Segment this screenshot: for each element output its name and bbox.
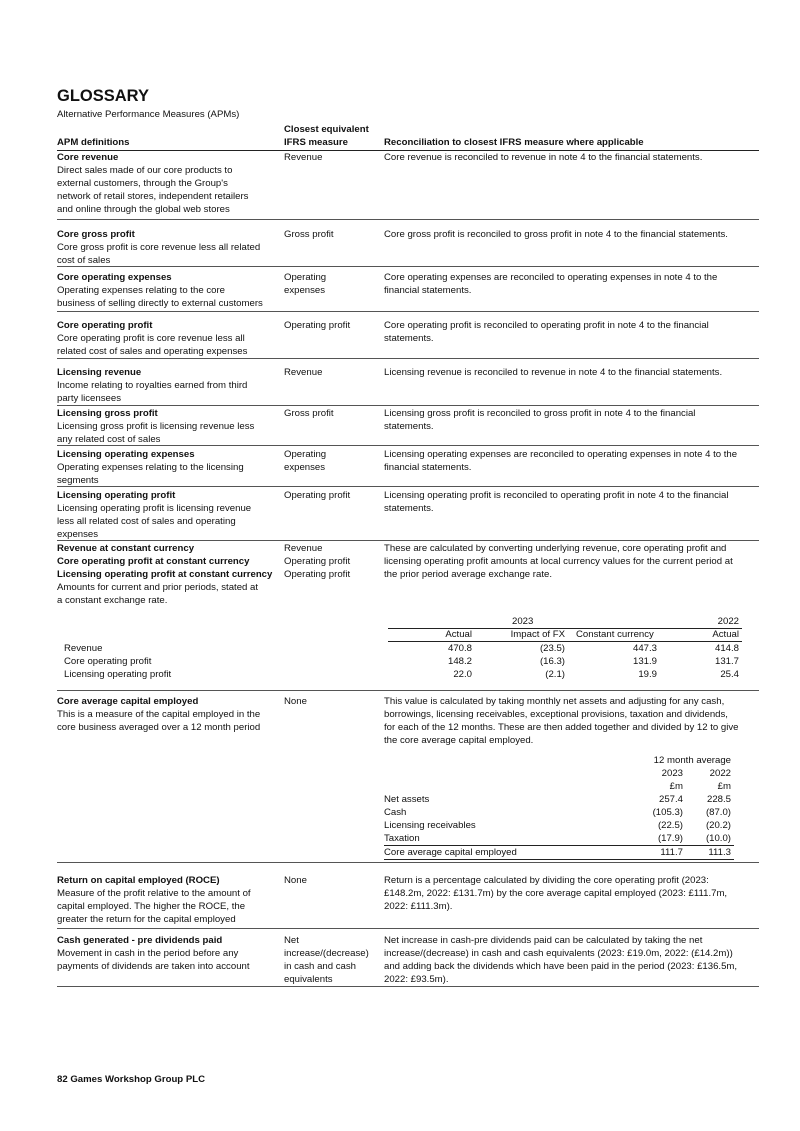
apm-name: Cash generated - pre dividends paid xyxy=(57,935,223,946)
table-cell: 470.8 xyxy=(447,643,472,654)
reconciliation-text: Licensing operating profit is reconciled to operating profit in note 4 to the financial xyxy=(384,490,729,501)
col-header: Impact of FX xyxy=(510,629,565,640)
table-row-label: Taxation xyxy=(384,833,420,844)
unit-label: £m xyxy=(669,781,683,792)
table-cell: (17.9) xyxy=(657,833,683,844)
table-row-label: Licensing operating profit xyxy=(64,669,172,680)
ifrs-measure: Operating profit xyxy=(284,490,351,501)
ifrs-measure: Operating xyxy=(284,272,327,283)
apm-row-core-gross-profit: Core gross profit Core gross profit is core revenue less all related cost of sales Gross profit Core gross profit is reconciled to gross profit in note 4 to the financial statements. xyxy=(57,228,759,267)
reconciliation-text: This value is calculated by taking monthly net assets and adjusting for any cash, xyxy=(384,696,725,707)
table-cell: (2.1) xyxy=(545,669,565,680)
table-cell: 228.5 xyxy=(706,794,731,805)
table-cell: 25.4 xyxy=(720,669,739,680)
apm-row-core-operating-expenses: Core operating expenses Operating expenses relating to the core business of selling directly to external customers Operating expenses Core operating expenses are reconciled to operating expenses in note 4 to the financial statements. xyxy=(57,271,759,312)
table-cell: 131.9 xyxy=(632,656,657,667)
table-cell: (22.5) xyxy=(657,820,683,831)
table-row-label: Net assets xyxy=(384,794,430,805)
table-row-label: Revenue xyxy=(64,643,103,654)
table-cell: (10.0) xyxy=(705,833,731,844)
table-cell: 22.0 xyxy=(453,669,472,680)
reconciliation-text: Licensing revenue is reconciled to revenue in note 4 to the financial statements. xyxy=(384,367,723,378)
apm-row-licensing-operating-expenses: Licensing operating expenses Operating expenses relating to the licensing segments Operating expenses Licensing operating expenses are reconciled to operating expenses in note 4 to the financial statements. xyxy=(57,448,759,487)
ifrs-measure: Net xyxy=(284,935,299,946)
apm-name: Core operating profit xyxy=(57,320,153,331)
table-cell: 447.3 xyxy=(632,643,657,654)
table-cell: (105.3) xyxy=(652,807,683,818)
ifrs-measure: Operating xyxy=(284,449,327,460)
header-apm-definitions: APM definitions xyxy=(57,137,130,148)
page-subtitle: Alternative Performance Measures (APMs) xyxy=(57,109,240,120)
apm-name: Licensing operating expenses xyxy=(57,449,195,460)
table-cell: 257.4 xyxy=(658,794,683,805)
ifrs-measure: None xyxy=(284,875,307,886)
col-header: 2023 xyxy=(661,768,683,779)
apm-name: Core revenue xyxy=(57,152,119,163)
table-row-label: Cash xyxy=(384,807,407,818)
header-ifrs-measure: Closest equivalent IFRS measure xyxy=(284,124,369,148)
ifrs-measure: Gross profit xyxy=(284,408,334,419)
ifrs-measure: Revenue xyxy=(284,543,323,554)
col-header: Constant currency xyxy=(576,629,654,640)
page-footer: 82 Games Workshop Group PLC xyxy=(57,1074,206,1085)
apm-row-licensing-gross-profit: Licensing gross profit Licensing gross profit is licensing revenue less any related cost of sales Gross profit Licensing gross profit is reconciled to gross profit in note 4 to the financial statements. xyxy=(57,407,759,446)
ifrs-measure: Operating profit xyxy=(284,556,351,567)
col-header: Actual xyxy=(445,629,472,640)
apm-row-licensing-operating-profit: Licensing operating profit Licensing operating profit is licensing revenue less all related cost of sales and operating expenses Operating profit Licensing operating profit is reconciled to operating profit in note 4 to the financial statements. xyxy=(57,489,759,541)
reconciliation-text: Return is a percentage calculated by dividing the core operating profit (2023: xyxy=(384,875,709,886)
header-reconciliation: Reconciliation to closest IFRS measure where applicable xyxy=(384,137,644,148)
reconciliation-text: These are calculated by converting underlying revenue, core operating profit and xyxy=(384,543,727,554)
apm-name: Revenue at constant currency xyxy=(57,543,195,554)
unit-label: £m xyxy=(717,781,731,792)
apm-name: Licensing gross profit xyxy=(57,408,158,419)
apm-row-constant-currency: Revenue at constant currency Core operating profit at constant currency Licensing operating profit at constant currency Amounts for current and prior periods, stated at a constant exchange rate. Revenue Operating profit Operating profit These are calculated by converting underlying revenue, core operating profit and licensing operating profit amounts at local currency values for the current period at the prior period average exchange rate. 2023 2022 Actual Impact of FX Constant currency Actual Revenue 470.8 (23.5) 447.3 414.8 Core operating profit 148.2 (16.3) 131.9 131.7 Licensing operating profit 22.0 (2.1) 19.9 25.4 xyxy=(57,542,759,691)
ifrs-measure: Operating profit xyxy=(284,569,351,580)
page-title: GLOSSARY xyxy=(57,87,149,105)
table-caption: 12 month average xyxy=(653,755,731,766)
reconciliation-text: Core gross profit is reconciled to gross profit in note 4 to the financial statements. xyxy=(384,229,728,240)
reconciliation-text: Core revenue is reconciled to revenue in note 4 to the financial statements. xyxy=(384,152,703,163)
year-2023-label: 2023 xyxy=(512,616,534,627)
ifrs-measure: Gross profit xyxy=(284,229,334,240)
table-cell: (87.0) xyxy=(705,807,731,818)
apm-row-core-revenue: Core revenue Direct sales made of our core products to external customers, through the Group's network of retail stores, independent retailers and online through the global web stores Revenue Core revenue is reconciled to revenue in note 4 to the financial statements. xyxy=(57,151,759,220)
ifrs-measure: Revenue xyxy=(284,152,323,163)
reconciliation-text: Licensing operating expenses are reconciled to operating expenses in note 4 to the xyxy=(384,449,738,460)
total-rule xyxy=(384,859,734,860)
apm-name: Core operating expenses xyxy=(57,272,172,283)
table-cell: 19.9 xyxy=(638,669,657,680)
apm-name: Core gross profit xyxy=(57,229,135,240)
table-cell: (20.2) xyxy=(705,820,731,831)
apm-row-core-operating-profit: Core operating profit Core operating profit is core revenue less all related cost of sales and operating expenses Operating profit Core operating profit is reconciled to operating profit in note 4 to the financial statements. xyxy=(57,319,759,359)
apm-name: Core average capital employed xyxy=(57,696,199,707)
ifrs-measure: Operating profit xyxy=(284,320,351,331)
table-total-label: Core average capital employed xyxy=(384,847,517,858)
table-total-cell: 111.7 xyxy=(660,847,683,858)
reconciliation-text: Core operating expenses are reconciled to operating expenses in note 4 to the xyxy=(384,272,718,283)
year-2022-label: 2022 xyxy=(717,616,739,627)
apm-name: Core operating profit at constant currency xyxy=(57,556,250,567)
table-cell: (23.5) xyxy=(539,643,565,654)
col-header: 2022 xyxy=(709,768,731,779)
table-cell: 131.7 xyxy=(714,656,739,667)
table-cell: (16.3) xyxy=(539,656,565,667)
table-cell: 148.2 xyxy=(447,656,472,667)
apm-row-core-average-capital-employed: Core average capital employed This is a measure of the capital employed in the core business averaged over a 12 month period None This value is calculated by taking monthly net assets and adjusting for any cash, borrowings, licensing receivables, exceptional provisions, taxation and dividends, for each of the 12 months. These are then added together and divided by 12 to give the core average capital employed. 12 month average 2023 2022 £m £m Net assets 257.4 228.5 Cash (105.3) (87.0) Licensing receivables (22.5) (20.2) Taxation (17.9) (10.0) Core average capital employed 111.7 111.3 xyxy=(57,695,759,863)
apm-row-roce: Return on capital employed (ROCE) Measure of the profit relative to the amount of capital employed. The higher the ROCE, the greater the return for the capital employed None Return is a percentage calculated by dividing the core operating profit (2023: £148.2m, 2022: £131.7m) by the core average capital employed (2023: £111.7m, 2022: £111.3m). xyxy=(57,874,759,929)
apm-row-licensing-revenue: Licensing revenue Income relating to royalties earned from third party licensees Revenue Licensing revenue is reconciled to revenue in note 4 to the financial statements. xyxy=(57,366,759,406)
apm-name: Licensing operating profit at constant currency xyxy=(57,569,273,580)
table-header xyxy=(57,124,759,151)
table-row-label: Licensing receivables xyxy=(384,820,476,831)
table-row-label: Core operating profit xyxy=(64,656,152,667)
apm-name: Return on capital employed (ROCE) xyxy=(57,875,220,886)
ifrs-measure: Revenue xyxy=(284,367,323,378)
reconciliation-text: Net increase in cash-pre dividends paid can be calculated by taking the net xyxy=(384,935,703,946)
reconciliation-text: Licensing gross profit is reconciled to gross profit in note 4 to the financial xyxy=(384,408,696,419)
table-cell: 414.8 xyxy=(714,643,739,654)
col-header: Actual xyxy=(712,629,739,640)
reconciliation-text: Core operating profit is reconciled to operating profit in note 4 to the financial xyxy=(384,320,709,331)
table-total-cell: 111.3 xyxy=(708,847,731,858)
apm-name: Licensing revenue xyxy=(57,367,142,378)
apm-row-cash-generated: Cash generated - pre dividends paid Movement in cash in the period before any payments of dividends are taken into account Net increase/(decrease) in cash and cash equivalents Net increase in cash-pre dividends paid can be calculated by taking the net increase/(decrease) in cash and cash equivalents (2023: £19.0m, 2022: (£14.2m)) and adding back the dividends which have been paid in the period (2023: £136.5m, 2022: £93.5m). xyxy=(57,934,759,987)
apm-name: Licensing operating profit xyxy=(57,490,176,501)
ifrs-measure: None xyxy=(284,696,307,707)
